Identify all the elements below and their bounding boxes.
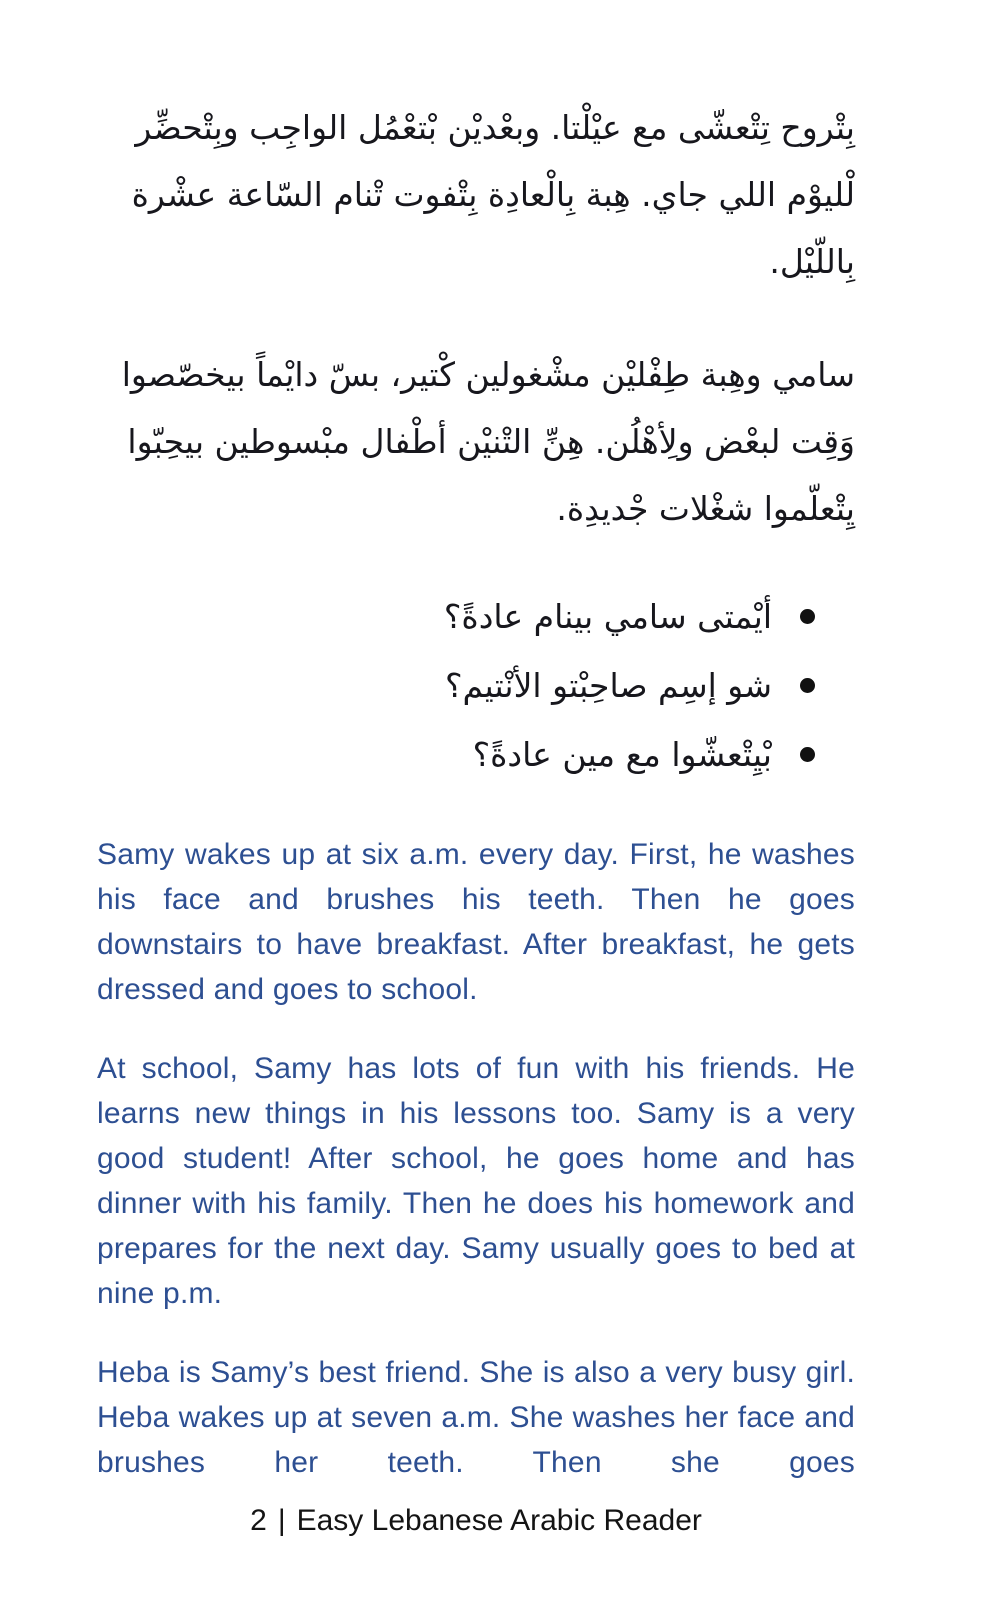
question-text-2: شو إسِم صاحِبْتو الأنْتيم؟ xyxy=(445,666,772,705)
question-text-3: بْيِتْعشّوا مع مين عادةً؟ xyxy=(472,735,772,774)
question-item-1 xyxy=(97,582,815,651)
english-paragraph-1: Samy wakes up at six a.m. every day. First, he washes his face and brushes his teeth. Then he goes downstairs to have breakfast. After breakfast, he gets dressed and goes to school. xyxy=(97,838,855,1006)
arabic-story-section xyxy=(97,94,855,789)
question-item-3 xyxy=(97,720,815,789)
bullet-icon xyxy=(800,678,815,693)
english-paragraph-2: At school, Samy has lots of fun with his friends. He learns new things in his lessons too. Samy is a very good student! After school, he goes home and has dinner with his family. Then he does his homework and prepares for the next day. Samy usually goes to bed at nine p.m. xyxy=(97,1052,855,1310)
arabic-paragraph-1: بِتْروح تِتْعشّى مع عيْلْتا. وبعْديْن بْتعْمُل الواجِب وبِتْحضِّر لْليوْم اللي جاي. هِبة بِالْعادِة بِتْفوت تْنام السّاعة عشْرة بِاللّيْل. xyxy=(131,108,855,281)
bullet-icon xyxy=(800,747,815,762)
page-footer xyxy=(97,1499,855,1543)
question-text-1: أيْمتى سامي بينام عادةً؟ xyxy=(443,597,772,636)
page-number: 2 xyxy=(250,1504,267,1537)
bullet-icon xyxy=(800,609,815,624)
arabic-paragraph-2: سامي وهِبة طِفْليْن مشْغولين كْتير، بسّ دايْماً بيخصّصوا وَقِت لبعْض ولِأهْلُن. هِنِّ التْنيْن أطْفال مبْسوطين بيحِبّوا يِتْعلّموا شغْلات جْديدِة. xyxy=(121,355,855,528)
book-title: Easy Lebanese Arabic Reader xyxy=(296,1504,702,1537)
footer-separator: | xyxy=(277,1504,286,1537)
question-item-2 xyxy=(97,651,815,720)
english-translation-section xyxy=(97,832,855,1485)
english-paragraph-3: Heba is Samy’s best friend. She is also a very busy girl. Heba wakes up at seven a.m. She washes her face and brushes her teeth. Then she goes xyxy=(97,1356,855,1479)
comprehension-question-list xyxy=(97,582,855,789)
